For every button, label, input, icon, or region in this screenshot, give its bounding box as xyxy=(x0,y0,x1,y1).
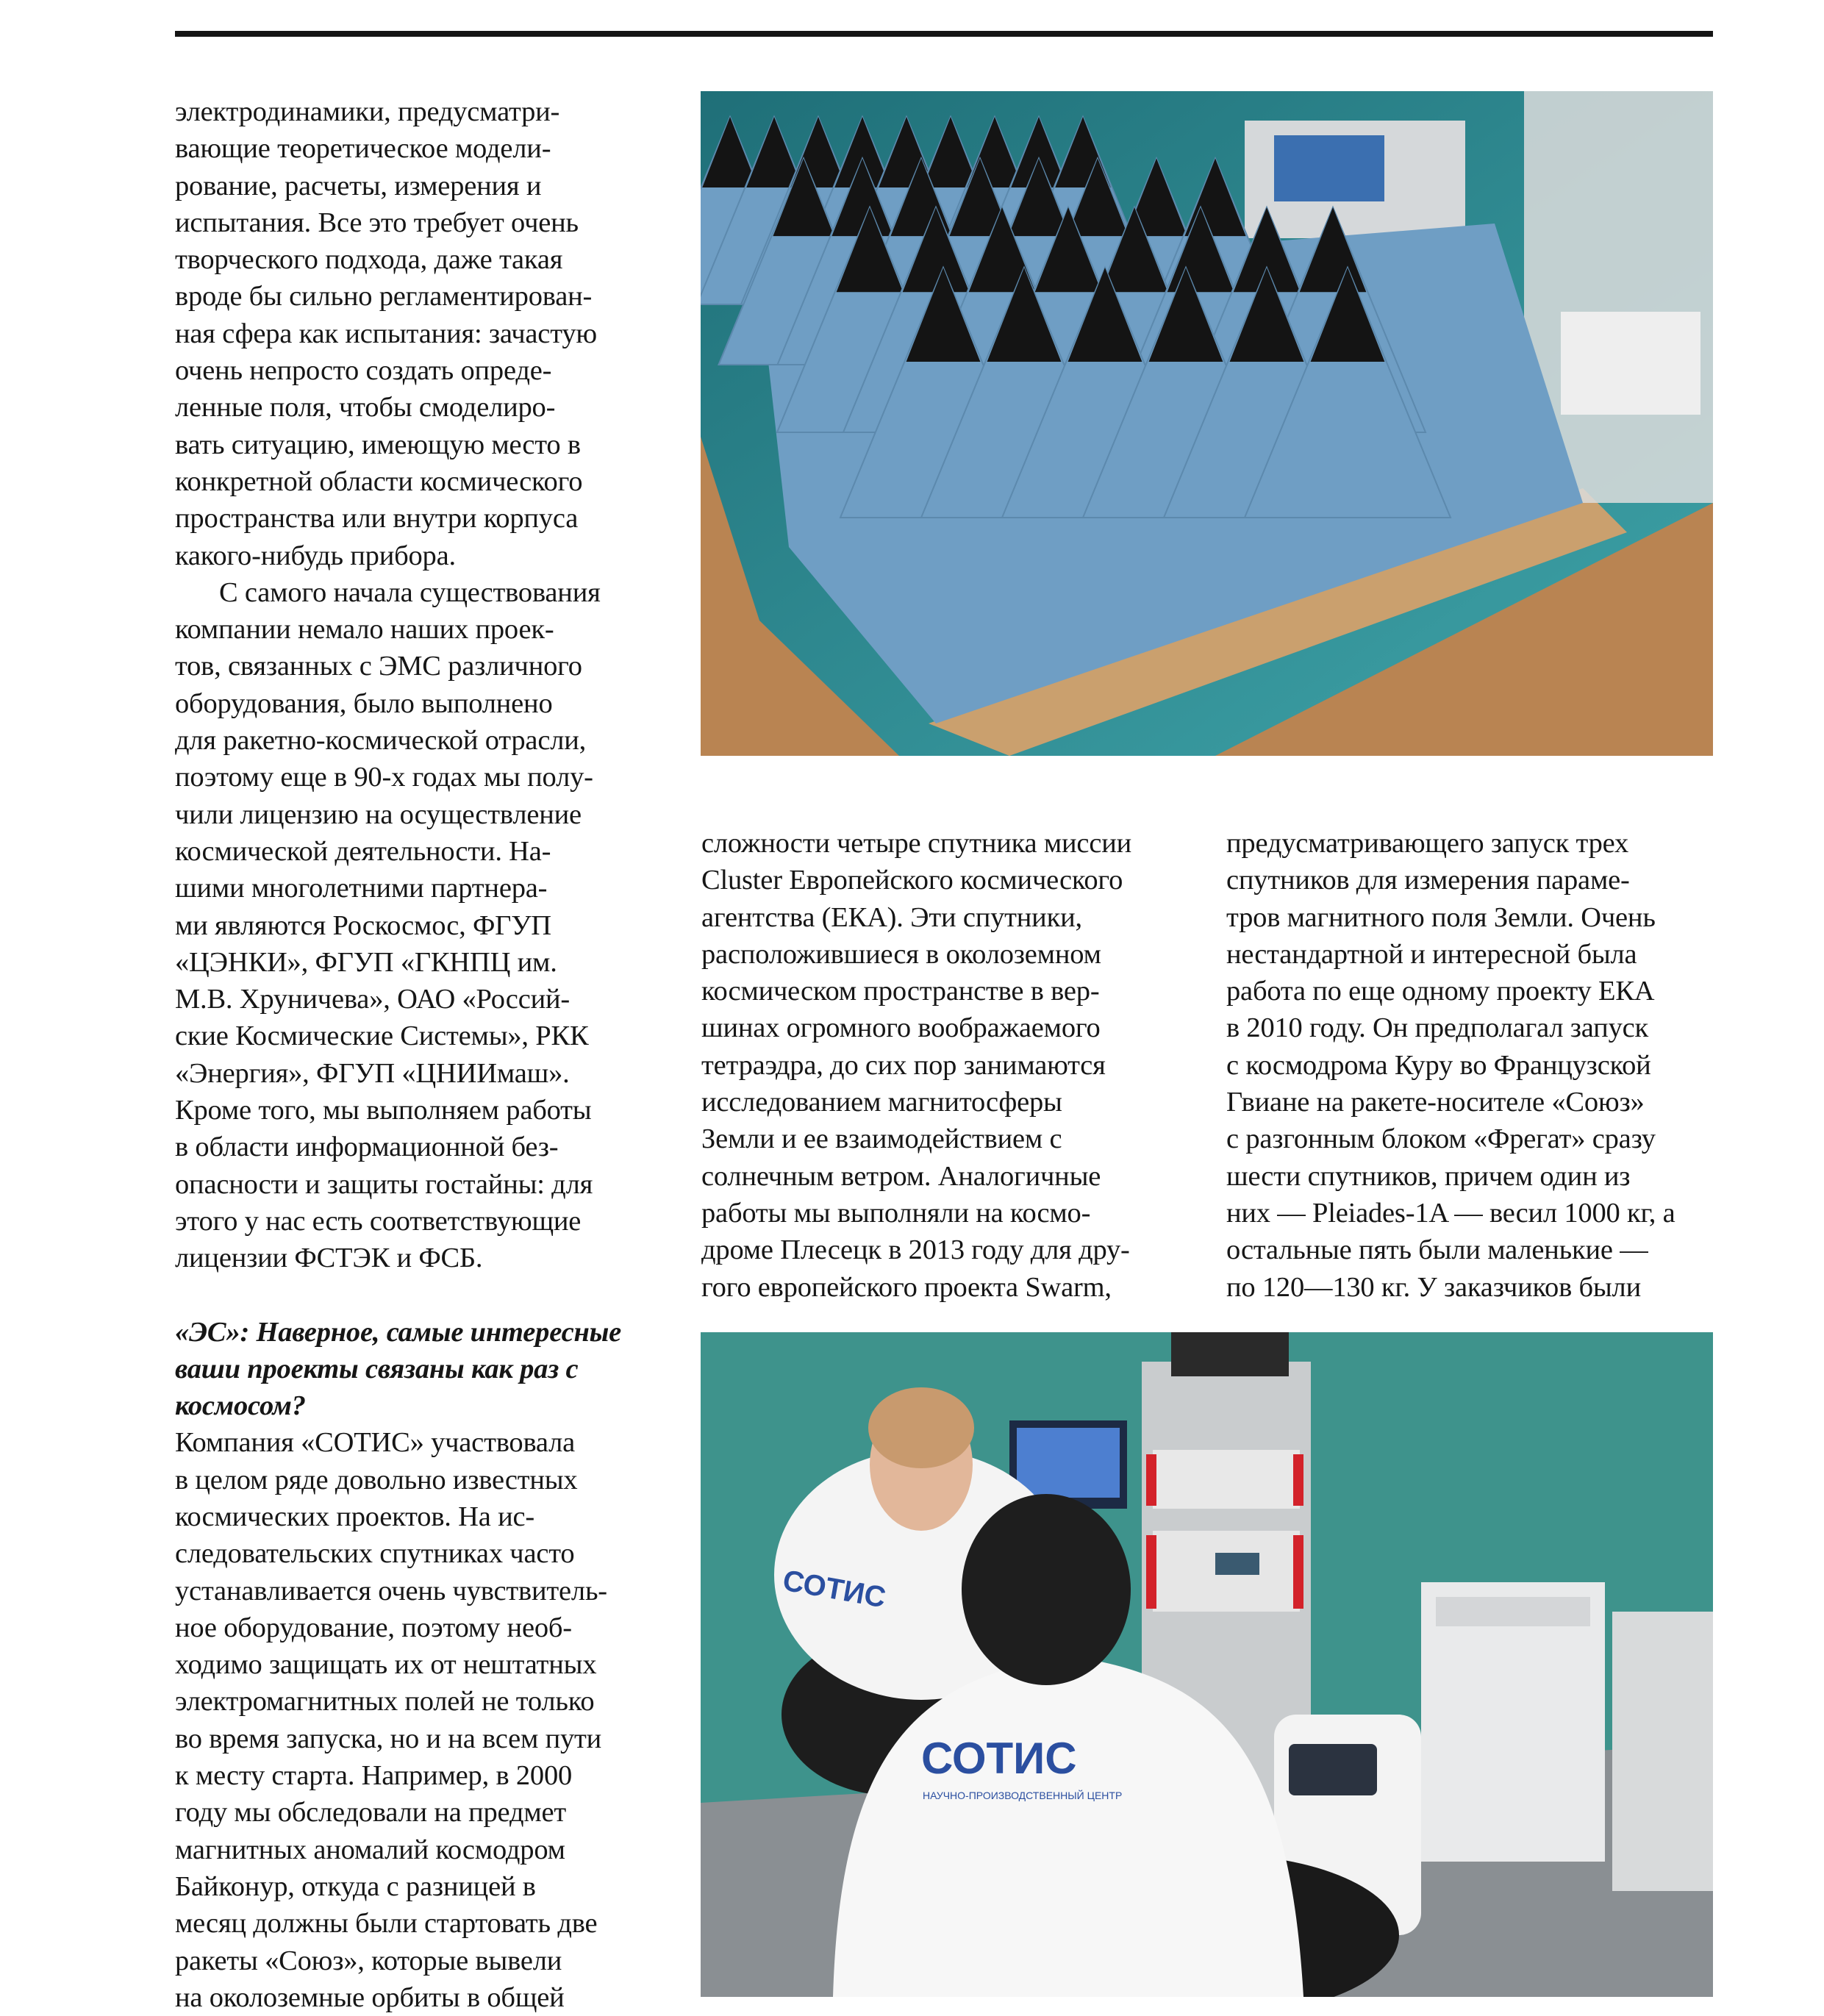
text-line: для ракетно-космической отрасли, xyxy=(175,725,587,757)
paragraph-2 xyxy=(175,574,660,1277)
text-line: компании немало наших проек- xyxy=(175,614,554,646)
text-line: остальные пять были маленькие — xyxy=(1226,1234,1648,1266)
text-line: вающие теоретическое модели- xyxy=(175,133,551,165)
text-line: испытания. Все это требует очень xyxy=(175,207,579,238)
text-line: работа по еще одному проекту ЕКА xyxy=(1226,976,1655,1007)
text-line: дроме Плесецк в 2013 году для дру- xyxy=(701,1234,1130,1266)
text-line: шими многолетними партнера- xyxy=(175,873,548,904)
text-line: электромагнитных полей не только xyxy=(175,1686,595,1717)
text-line: пространства или внутри корпуса xyxy=(175,503,579,535)
text-line: магнитных аномалий космодром xyxy=(175,1834,565,1865)
text-line: исследованием магнитосферы xyxy=(701,1087,1062,1118)
text-line: ми являются Роскосмос, ФГУП xyxy=(175,909,551,941)
text-line: творческого подхода, даже такая xyxy=(175,244,563,276)
right-column xyxy=(1226,825,1726,1306)
text-line: в целом ряде довольно известных xyxy=(175,1464,578,1495)
text-line: опасности и защиты гостайны: для xyxy=(175,1168,593,1200)
text-line: с разгонным блоком «Фрегат» сразу xyxy=(1226,1123,1656,1155)
text-line: космической деятельности. На- xyxy=(175,835,551,867)
text-line: космосом? xyxy=(175,1390,306,1422)
text-line: поэтому еще в 90-х годах мы полу- xyxy=(175,762,593,793)
text-line: них — Pleiades-1A — весил 1000 кг, а xyxy=(1226,1197,1675,1229)
text-line: «ЦЭНКИ», ФГУП «ГКНПЦ им. xyxy=(175,946,557,978)
text-line: ное оборудование, поэтому необ- xyxy=(175,1612,572,1643)
text-line: в области информационной без- xyxy=(175,1132,559,1163)
text-line: ленные поля, чтобы смоделиро- xyxy=(175,392,556,423)
text-line: Земли и ее взаимодействием с xyxy=(701,1123,1062,1155)
text-line: спутников для измерения параме- xyxy=(1226,865,1630,896)
text-line: чили лицензию на осуществление xyxy=(175,798,582,830)
text-line: тров магнитного поля Земли. Очень xyxy=(1226,901,1656,933)
text-line: космическом пространстве в вер- xyxy=(701,976,1100,1007)
text-line: ские Космические Системы», РКК xyxy=(175,1020,589,1052)
interview-question xyxy=(175,1314,660,1425)
text-line: оборудования, было выполнено xyxy=(175,687,553,719)
text-line: М.В. Хруничева», ОАО «Россий- xyxy=(175,984,571,1015)
text-line: электродинамики, предусматри- xyxy=(175,96,560,127)
text-line: вать ситуацию, имеющую место в xyxy=(175,429,581,460)
text-line: лицензии ФСТЭК и ФСБ. xyxy=(175,1243,483,1274)
text-line: по 120—130 кг. У заказчиков были xyxy=(1226,1271,1641,1303)
text-line: космических проектов. На ис- xyxy=(175,1501,534,1532)
text-line: Cluster Европейского космического xyxy=(701,865,1123,896)
text-line: этого у нас есть соответствующие xyxy=(175,1205,582,1237)
text-line: ная сфера как испытания: зачастую xyxy=(175,318,597,349)
text-line: шести спутников, причем один из xyxy=(1226,1160,1631,1192)
paragraph-1 xyxy=(175,93,660,574)
paragraph-3 xyxy=(175,1424,660,2016)
text-line: Компания «СОТИС» участвовала xyxy=(175,1427,576,1459)
text-line: расположившиеся в околоземном xyxy=(701,938,1101,970)
text-line: устанавливается очень чувствитель- xyxy=(175,1575,607,1606)
text-line: следовательских спутниках часто xyxy=(175,1538,575,1570)
text-line: тетраэдра, до сих пор занимаются xyxy=(701,1049,1106,1081)
text-line: предусматривающего запуск трех xyxy=(1226,828,1629,859)
text-line: ракеты «Союз», которые вывели xyxy=(175,1945,562,1976)
lab-logo-text: СОТИС xyxy=(921,1734,1077,1783)
text-line: рование, расчеты, измерения и xyxy=(175,170,542,201)
text-line: к месту старта. Например, в 2000 xyxy=(175,1760,573,1792)
text-line: агентства (ЕКА). Эти спутники, xyxy=(701,901,1082,933)
text-line: с космодрома Куру во Французской xyxy=(1226,1049,1651,1081)
text-line: Гвиане на ракете-носителе «Союз» xyxy=(1226,1087,1645,1118)
photo-anechoic-absorbers xyxy=(701,91,1713,756)
text-line: ходимо защищать их от нештатных xyxy=(175,1649,597,1681)
left-column xyxy=(175,93,660,2016)
text-line: С самого начала существования xyxy=(219,576,601,608)
text-line: шинах огромного воображаемого xyxy=(701,1012,1101,1044)
text-line: «ЭС»: Наверное, самые интересные xyxy=(175,1316,622,1348)
text-line: солнечным ветром. Аналогичные xyxy=(701,1160,1101,1192)
top-rule xyxy=(175,31,1713,37)
lab-logo-subtitle: НАУЧНО-ПРОИЗВОДСТВЕННЫЙ ЦЕНТР xyxy=(923,1790,1123,1801)
text-line: ваши проекты связаны как раз с xyxy=(175,1353,579,1384)
text-line: сложности четыре спутника миссии xyxy=(701,828,1132,859)
text-line: на околоземные орбиты в общей xyxy=(175,1981,565,2013)
text-line: в 2010 году. Он предполагал запуск xyxy=(1226,1012,1649,1044)
middle-column xyxy=(701,825,1201,1306)
photo-lab-engineers xyxy=(701,1332,1713,1997)
text-line: работы мы выполняли на космо- xyxy=(701,1197,1091,1229)
lab-logo-text-small: СОТИС xyxy=(780,1564,889,1615)
text-line: Кроме того, мы выполняем работы xyxy=(175,1095,592,1126)
text-line: Байконур, откуда с разницей в xyxy=(175,1870,536,1902)
text-line: конкретной области космического xyxy=(175,465,583,497)
text-line: во время запуска, но и на всем пути xyxy=(175,1723,602,1754)
text-line: очень непросто создать опреде- xyxy=(175,355,552,387)
text-line: гого европейского проекта Swarm, xyxy=(701,1271,1112,1303)
text-line: тов, связанных с ЭМС различного xyxy=(175,651,582,682)
text-line: вроде бы сильно регламентирован- xyxy=(175,281,593,312)
text-line: месяц должны были стартовать две xyxy=(175,1908,598,1940)
text-line: году мы обследовали на предмет xyxy=(175,1797,567,1829)
text-line: «Энергия», ФГУП «ЦНИИмаш». xyxy=(175,1057,570,1089)
text-line: какого-нибудь прибора. xyxy=(175,540,456,571)
text-line: нестандартной и интересной была xyxy=(1226,938,1637,970)
